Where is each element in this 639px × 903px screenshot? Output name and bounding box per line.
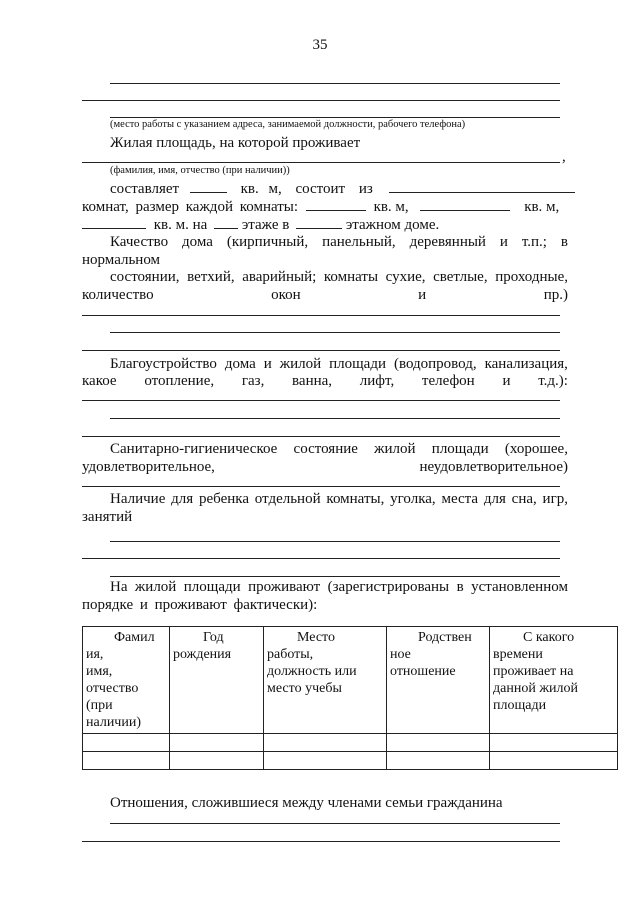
header-text: ия, (86, 647, 104, 662)
amenities-word: лифт, (359, 373, 395, 389)
amenities-word: площади (329, 356, 386, 372)
blank-line-relations-1[interactable] (110, 823, 560, 824)
table-cell[interactable] (387, 734, 490, 752)
header-text: данной жилой (493, 681, 578, 696)
size-word-2: кв. (240, 181, 259, 197)
residents-word: в (456, 579, 464, 595)
blank-room-size-2[interactable] (420, 198, 510, 211)
blank-room-size-1[interactable] (306, 198, 366, 211)
quality-word: количество (82, 287, 154, 303)
quality-line-1 (110, 233, 568, 251)
amenities-word: ванна, (292, 373, 333, 389)
blank-line-workplace-3[interactable] (110, 117, 560, 118)
quality-word: и (499, 234, 508, 250)
blank-line-quality-1[interactable] (82, 315, 560, 316)
table-cell[interactable] (264, 752, 387, 770)
quality-word: т.п.; (521, 234, 547, 250)
blank-line-amenities-1[interactable] (82, 400, 560, 401)
table-header-row (83, 627, 618, 734)
blank-line-sanitary[interactable] (82, 486, 560, 487)
header-text: ное (390, 647, 411, 662)
quality-line-3 (110, 268, 568, 286)
residents-table (82, 626, 618, 770)
quality-word: ветхий, (187, 269, 235, 285)
header-text: Место (297, 630, 335, 645)
size-line (110, 180, 568, 198)
header-text: должность или (267, 664, 357, 679)
residents-word: (зарегистрированы (327, 579, 450, 595)
header-text: место учебы (267, 681, 342, 696)
amenities-word: и (263, 356, 272, 372)
rooms-line (82, 198, 568, 216)
blank-line-room-2[interactable] (82, 558, 560, 559)
header-text: времени (493, 647, 543, 662)
header-text: проживает на (493, 664, 574, 679)
quality-line-4 (82, 286, 568, 304)
amenities-line-2 (82, 372, 568, 390)
header-text: рождения (173, 647, 232, 662)
sanitary-line-1 (110, 440, 568, 458)
sanitary-word: состояние (293, 441, 358, 457)
residents-line-1 (110, 578, 568, 596)
size-word-1: составляет (110, 181, 180, 197)
quality-line-2: нормальном (82, 252, 161, 268)
floor-line (82, 216, 439, 234)
quality-word: Качество (110, 234, 169, 250)
table-cell[interactable] (264, 734, 387, 752)
floor-text: этаже в (241, 217, 290, 233)
header-text: Родствен (418, 630, 472, 645)
header-text: С какого (523, 630, 575, 645)
caption-workplace: (место работы с указанием адреса, занимаемой должности, рабочего телефона) (110, 119, 466, 130)
quality-word: панельный, (322, 234, 396, 250)
blank-line-room-3[interactable] (110, 576, 560, 577)
quality-word: аварийный; (242, 269, 317, 285)
trailing-comma: , (562, 149, 566, 165)
quality-word: состоянии, (110, 269, 180, 285)
quality-word: (кирпичный, (226, 234, 309, 250)
floor-unit: кв. м. на (153, 217, 208, 233)
header-text: наличии) (86, 715, 141, 730)
blank-line-resident-name[interactable] (82, 162, 560, 163)
quality-word: и (418, 287, 427, 303)
blank-line-room-1[interactable] (110, 541, 560, 542)
amenities-word: и (502, 373, 511, 389)
room-line-2: занятий (82, 509, 133, 525)
living-space-label: Жилая площадь, на которой проживает (110, 135, 361, 151)
residents-word: площади (183, 579, 241, 595)
rooms-unit-1: кв. м, (373, 199, 409, 215)
page-number: 35 (312, 37, 328, 53)
blank-line-quality-3[interactable] (82, 350, 560, 351)
amenities-word: газ, (241, 373, 265, 389)
table-row (83, 752, 618, 770)
quality-word: в (560, 234, 568, 250)
quality-word: проходные, (495, 269, 568, 285)
blank-line-amenities-3[interactable] (82, 436, 560, 437)
residents-line-2: порядке и проживают фактически): (82, 597, 318, 613)
caption-fio: (фамилия, имя, отчество (при наличии)) (110, 165, 290, 176)
sanitary-word: (хорошее, (504, 441, 568, 457)
rooms-unit-2: кв. м, (524, 199, 560, 215)
residents-word: жилой (134, 579, 177, 595)
header-text: имя, (86, 664, 113, 679)
header-text: Год (203, 630, 224, 645)
table-cell[interactable] (170, 752, 264, 770)
table-cell[interactable] (83, 734, 170, 752)
header-text: отчество (86, 681, 139, 696)
size-word-4: состоит (295, 181, 346, 197)
header-cell-relation (387, 627, 490, 734)
house-text: этажном доме. (345, 217, 440, 233)
room-line-1: Наличие для ребенка отдельной комнаты, уголка, места для сна, игр, (110, 491, 568, 507)
quality-word: сухие, (385, 269, 426, 285)
header-cell-fio (83, 627, 170, 734)
blank-line-quality-2[interactable] (110, 332, 560, 333)
residents-word: установленном (471, 579, 568, 595)
relations-label: Отношения, сложившиеся между членами семьи гражданина (110, 795, 503, 811)
size-word-3: м, (268, 181, 282, 197)
blank-rooms-count[interactable] (389, 180, 575, 193)
amenities-word: канализация, (484, 356, 568, 372)
table-cell[interactable] (170, 734, 264, 752)
blank-floor-number[interactable] (214, 216, 238, 229)
sanitary-line-2 (82, 458, 568, 476)
quality-word: окон (271, 287, 301, 303)
sanitary-word: площади (431, 441, 489, 457)
size-word-5: из (358, 181, 373, 197)
header-text: Фамил (114, 630, 155, 645)
amenities-word: Благоустройство (110, 356, 217, 372)
header-text: площади (493, 698, 547, 713)
blank-line-amenities-2[interactable] (110, 418, 560, 419)
header-text: отношение (390, 664, 456, 679)
amenities-line-1 (110, 355, 568, 373)
blank-floors-total[interactable] (296, 216, 342, 229)
amenities-word: т.д.): (538, 373, 568, 389)
quality-word: деревянный (409, 234, 486, 250)
blank-line-workplace-2[interactable] (82, 100, 560, 101)
table-cell[interactable] (490, 752, 618, 770)
table-cell[interactable] (387, 752, 490, 770)
amenities-word: телефон (421, 373, 475, 389)
header-cell-workplace (264, 627, 387, 734)
header-cell-since (490, 627, 618, 734)
blank-line-workplace-1[interactable] (110, 83, 560, 84)
blank-line-relations-2[interactable] (82, 841, 560, 842)
amenities-word: отопление, (144, 373, 215, 389)
blank-room-size-3[interactable] (82, 216, 146, 229)
sanitary-word: жилой (374, 441, 416, 457)
amenities-word: дома (224, 356, 256, 372)
quality-word: комнаты (323, 269, 379, 285)
amenities-word: (водопровод, (393, 356, 477, 372)
table-cell[interactable] (83, 752, 170, 770)
sanitary-word: Санитарно-гигиеническое (110, 441, 278, 457)
sanitary-word: неудовлетворительное) (419, 459, 568, 475)
quality-word: дома (182, 234, 213, 250)
amenities-word: жилой (279, 356, 322, 372)
header-text: (при (86, 698, 113, 713)
quality-word: пр.) (543, 287, 568, 303)
blank-area[interactable] (190, 180, 227, 193)
header-cell-birth-year (170, 627, 264, 734)
table-cell[interactable] (490, 734, 618, 752)
header-text: работы, (267, 647, 314, 662)
sanitary-word: удовлетворительное, (82, 459, 215, 475)
rooms-lead: комнат, размер каждой комнаты: (82, 199, 299, 215)
residents-word: проживают (248, 579, 321, 595)
quality-word: светлые, (433, 269, 488, 285)
table-row (83, 734, 618, 752)
residents-word: На (110, 579, 128, 595)
amenities-word: какое (82, 373, 117, 389)
